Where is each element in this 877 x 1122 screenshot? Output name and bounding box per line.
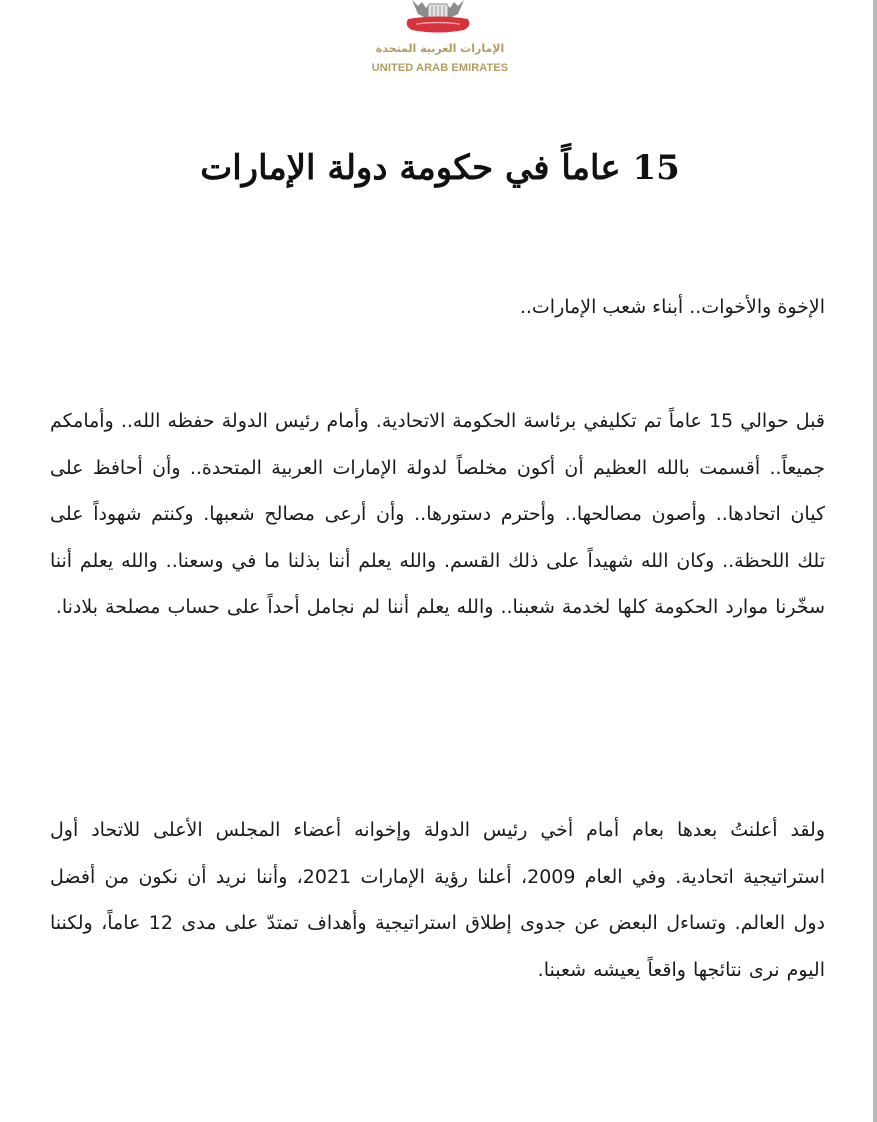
body-paragraph: ولقد أعلنتُ بعدها بعام أمام أخي رئيس الدولة وإخوانه أعضاء المجلس الأعلى للاتحاد أول استراتيجية اتحادية. وفي العام 2009، أعلنا رؤية الإمارات 2021، وأننا نريد أن نكون من أفضل دول العالم. وتساءل البعض عن جدوى إطلاق استراتيجية وأهداف تمتدّ على مدى 12 عاماً، ولكننا اليوم نرى نتائجها واقعاً يعيشه شعبنا. xyxy=(50,819,825,981)
org-name-english: UNITED ARAB EMIRATES xyxy=(371,62,509,74)
body-paragraph: قبل حوالي 15 عاماً تم تكليفي برئاسة الحكومة الاتحادية. وأمام رئيس الدولة حفظه الله.. وأمامكم جميعاً.. أقسمت بالله العظيم أن أكون مخلصاً لدولة الإمارات العربية المتحدة.. وأن أحافظ على كيان اتحادها.. وأصون مصالحها.. وأحترم دستورها.. وأن أرعى مصالح شعبها. وكنتم شهوداً على تلك اللحظة.. وكان الله شهيداً على ذلك القسم. والله يعلم أننا بذلنا ما في وسعنا.. والله يعلم أننا سخّرنا موارد الحكومة كلها لخدمة شعبنا.. والله يعلم أننا لم نجامل أحداً على حساب مصلحة بلادنا. xyxy=(50,410,825,618)
greeting-line: الإخوة والأخوات.. أبناء شعب الإمارات.. xyxy=(519,296,825,318)
org-name-arabic: الإمارات العربية المتحدة xyxy=(375,42,505,55)
letterhead xyxy=(0,0,873,90)
uae-falcon-emblem-icon xyxy=(398,0,478,34)
page-edge-border xyxy=(873,0,877,1122)
document-title: 15 عاماً في حكومة دولة الإمارات xyxy=(200,148,680,188)
